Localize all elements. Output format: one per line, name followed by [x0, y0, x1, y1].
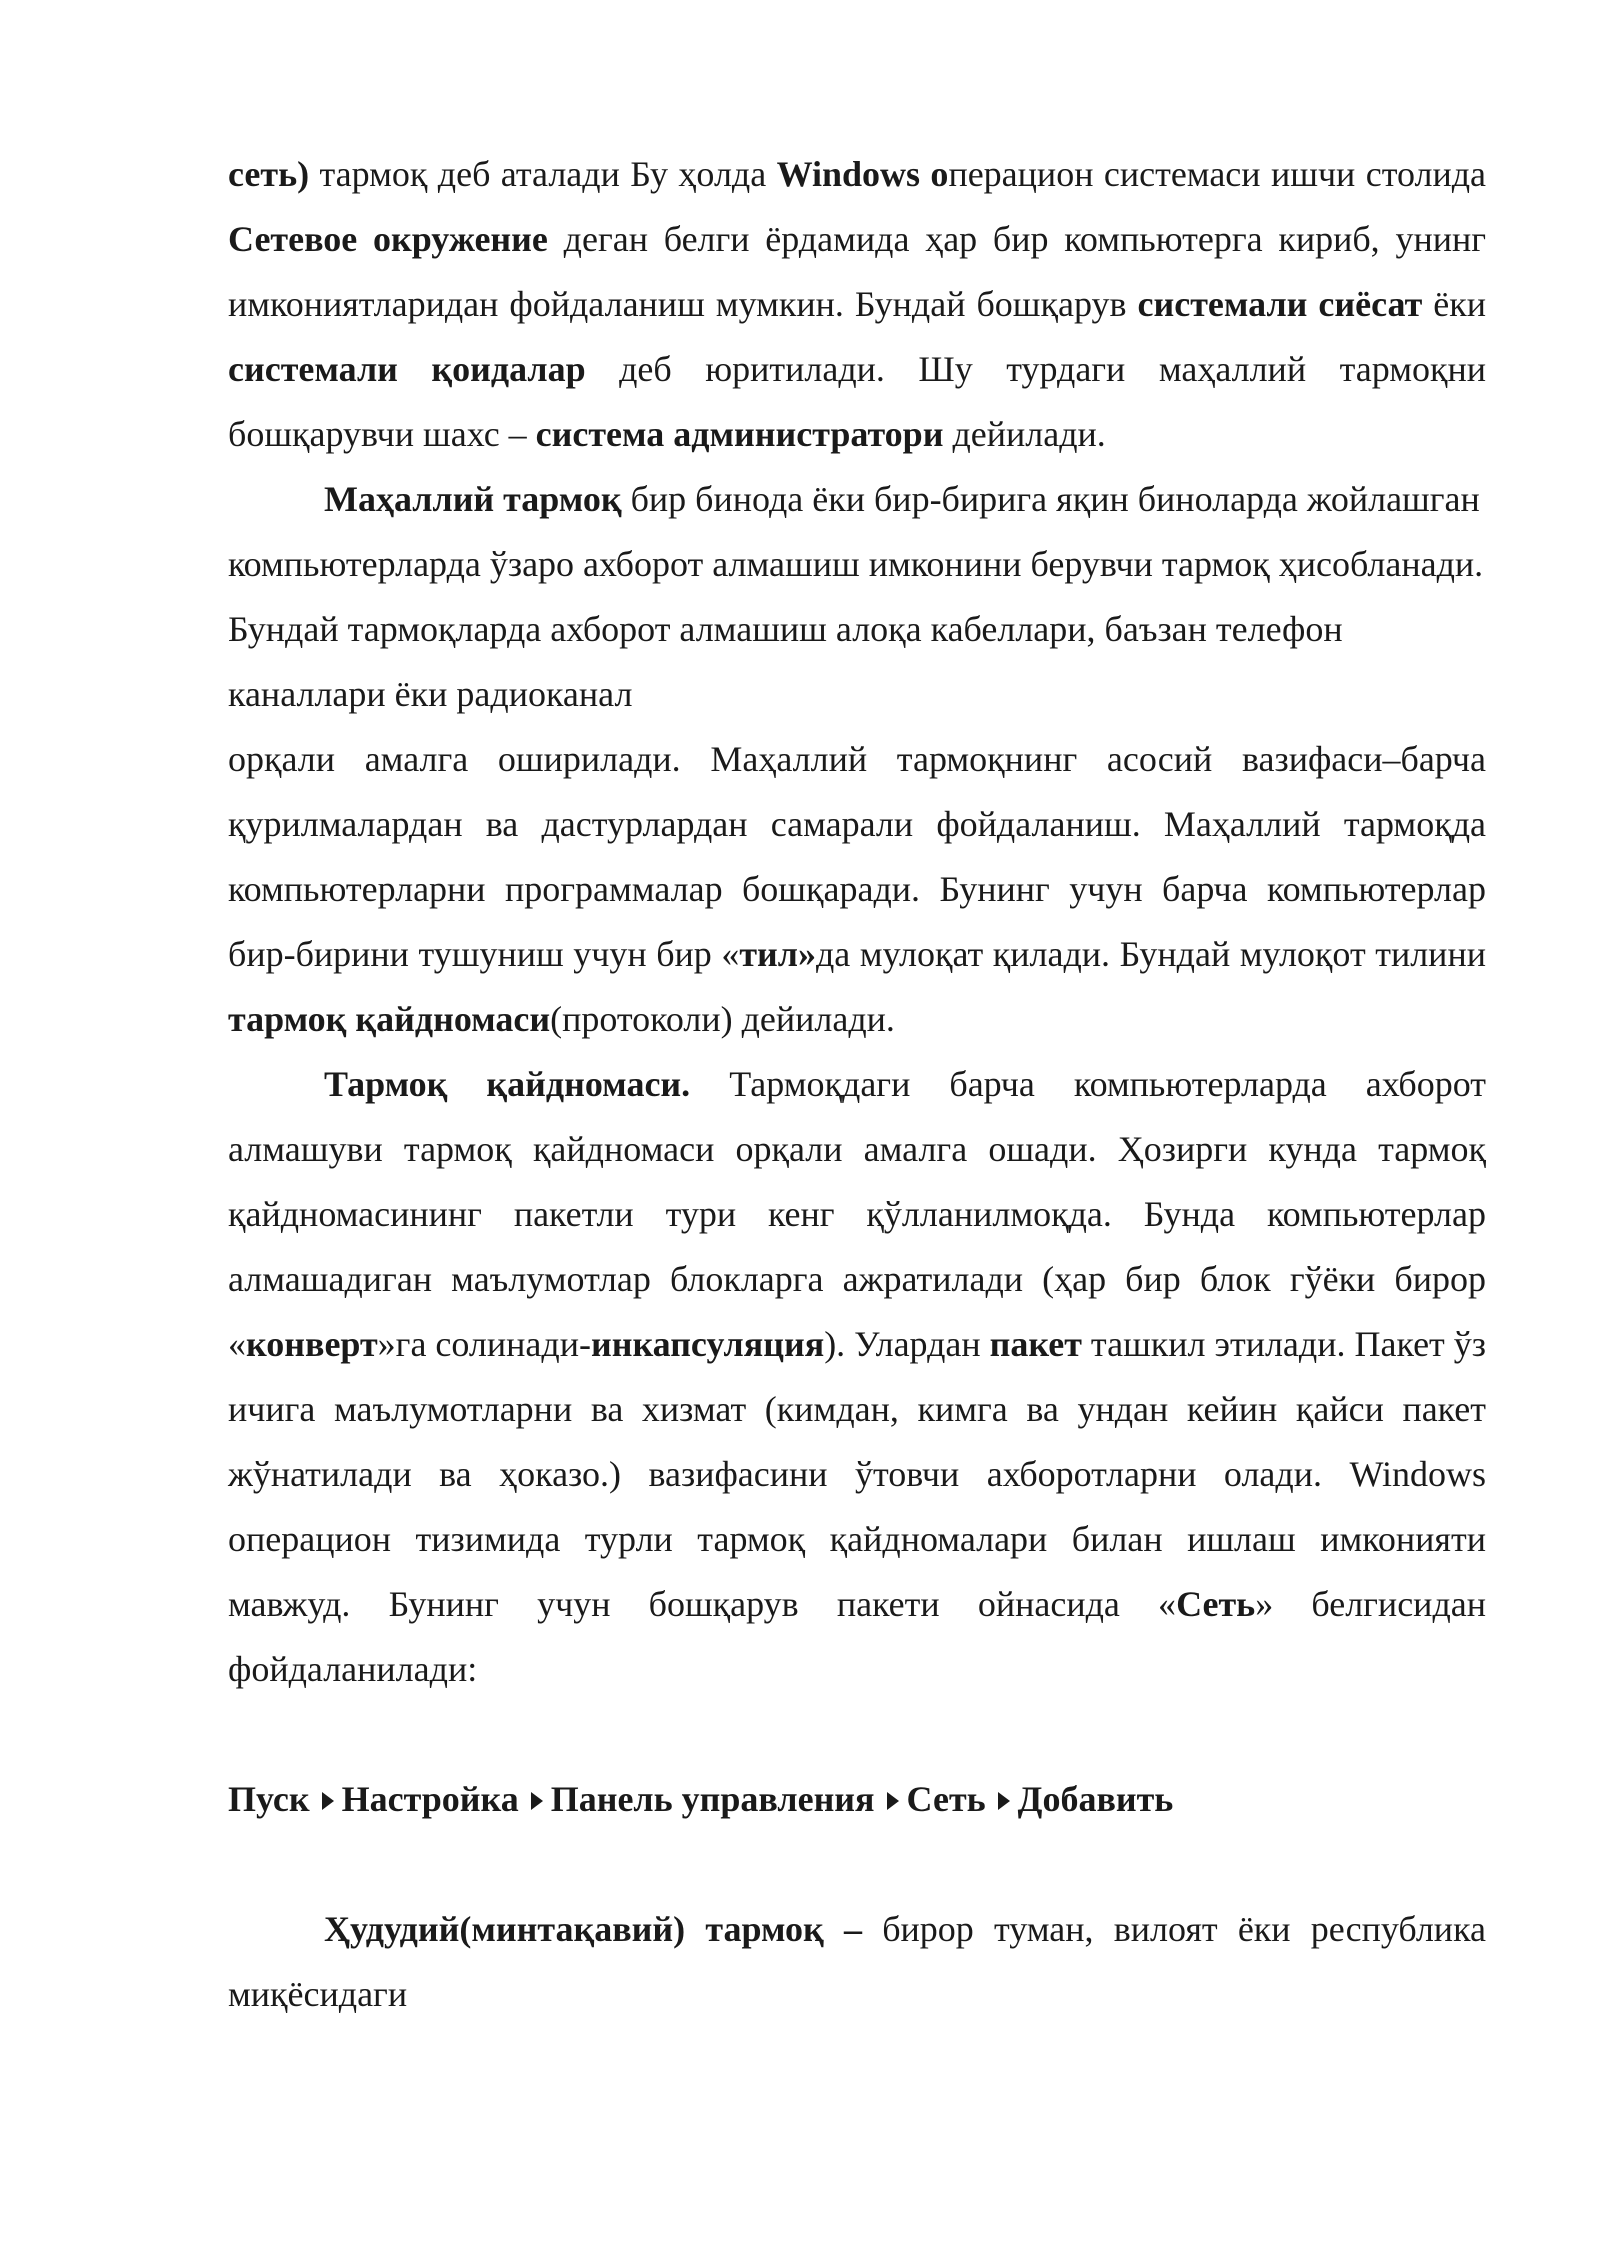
- bold-text-run: Ҳудудий(минтақавий) тармоқ –: [324, 1909, 862, 1949]
- text-run: да мулоқат қилади. Бундай мулоқот тилини: [815, 934, 1486, 974]
- triangle-right-icon: [885, 1767, 901, 1832]
- text-run: деган белги ёрдамида ҳар бир компьютерга кириб, унинг имкониятларидан фойдаланиш мумкин. Бундай бошқарув: [228, 219, 1487, 324]
- bold-text-run: Windows о: [776, 154, 949, 194]
- bold-text-run: инкапсуляция: [590, 1324, 825, 1364]
- text-run: орқали амалга оширилади. Маҳаллий тармоқнинг асосий вазифаси–барча қурилмалардан ва дастурлардан самарали фойдаланиш. Маҳаллий тармоқда компьютерларни программалар бошқаради. Бунинг учун барча компьютерлар бир-бирини тушуниш учун бир «: [228, 739, 1486, 974]
- menu-path-item: Пуск: [228, 1779, 310, 1819]
- bold-text-run: Сетевое окружение: [228, 219, 548, 259]
- paragraph-regional-network: [228, 1897, 1486, 2027]
- paragraph-local-network-continued: [228, 727, 1486, 1052]
- text-run: » белгисидан фойдаланилади:: [228, 1584, 1487, 1689]
- bold-text-run: пакет: [989, 1324, 1082, 1364]
- menu-path: [228, 1767, 1486, 1832]
- text-run: (протоколи) дейилади.: [550, 999, 895, 1039]
- text-run: »га солинади-: [377, 1324, 591, 1364]
- text-run: ). Улардан: [824, 1324, 990, 1364]
- text-run: деб юритилади. Шу турдаги маҳаллий тармоқни бошқарувчи шахс –: [228, 349, 1486, 454]
- text-run: ёки: [1422, 284, 1487, 324]
- document-page: [228, 142, 1486, 2027]
- paragraph-network-administration: [228, 142, 1486, 467]
- text-run: Тармоқдаги барча компьютерларда ахборот алмашуви тармоқ қайдномаси орқали амалга ошади. Ҳозирги кунда тармоқ қайдномасининг пакетли тури кенг қўлланилмоқда. Бунда компьютерлар алмашадиган маълумотлар блокларга ажратилади (ҳар бир блок гўёки бирор «: [228, 1064, 1486, 1364]
- text-run: бир бинода ёки бир-бирига яқин биноларда жойлашган компьютерларда ўзаро ахборот алмашиш имконини берувчи тармоқ ҳисобланади. Бундай тармоқларда ахборот алмашиш алоқа кабеллари, баъзан телефон каналлари ёки радиоканал: [228, 479, 1484, 714]
- paragraph-local-network: [228, 467, 1486, 727]
- text-run: перацион системаси ишчи столида: [948, 154, 1487, 194]
- text-run: дейилади.: [943, 414, 1106, 454]
- triangle-right-icon: [320, 1767, 336, 1832]
- paragraph-network-protocol: [228, 1052, 1486, 1702]
- bold-text-run: системали сиёсат: [1137, 284, 1423, 324]
- bold-text-run: Тармоқ қайдномаси.: [324, 1064, 691, 1104]
- bold-text-run: Сеть: [1176, 1584, 1256, 1624]
- triangle-right-icon: [529, 1767, 545, 1832]
- bold-text-run: тил»: [739, 934, 816, 974]
- menu-path-item: Панель управления: [550, 1779, 875, 1819]
- triangle-right-icon: [996, 1767, 1012, 1832]
- text-run: ташкил этилади. Пакет ўз ичига маълумотларни ва хизмат (кимдан, кимга ва ундан кейин қайси пакет жўнатилади ва ҳоказо.) вазифасини ўтовчи ахборотларни олади. Windows операцион тизимида турли тармоқ қайдномалари билан ишлаш имконияти мавжуд. Бунинг учун бошқарув пакети ойнасида «: [228, 1324, 1487, 1624]
- bold-text-run: системали қоидалар: [228, 349, 586, 389]
- bold-text-run: система администратори: [535, 414, 944, 454]
- menu-path-item: Добавить: [1017, 1779, 1174, 1819]
- bold-text-run: конверт: [246, 1324, 378, 1364]
- bold-text-run: сеть): [228, 154, 310, 194]
- bold-text-run: тармоқ қайдномаси: [228, 999, 551, 1039]
- menu-path-item: Настройка: [341, 1779, 519, 1819]
- bold-text-run: Маҳаллий тармоқ: [324, 479, 622, 519]
- text-run: бирор туман, вилоят ёки республика миқёсидаги: [228, 1909, 1486, 2014]
- text-run: тармоқ деб аталади Бу ҳолда: [309, 154, 777, 194]
- menu-path-item: Сеть: [906, 1779, 986, 1819]
